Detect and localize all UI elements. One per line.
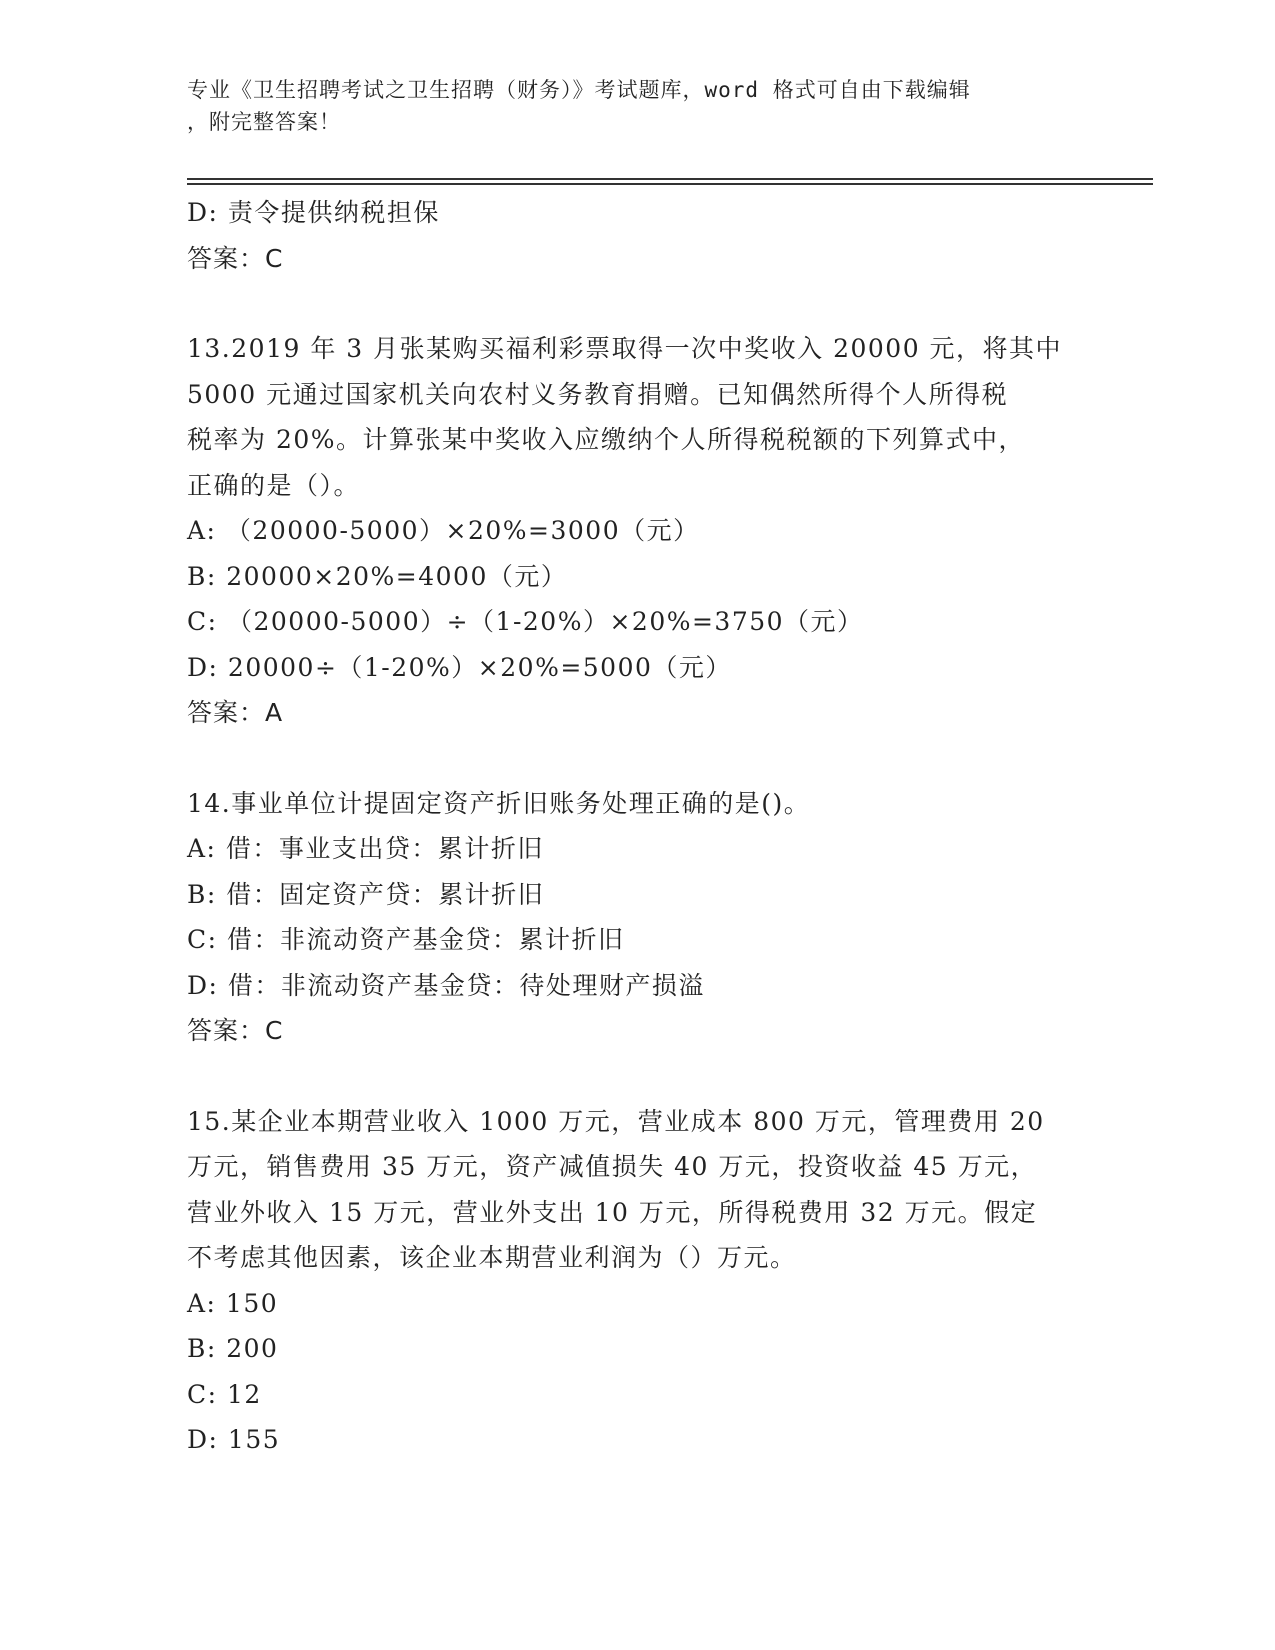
option-a: A: 借：事业支出贷：累计折旧 bbox=[187, 834, 544, 863]
option-c: C: 借：非流动资产基金贷：累计折旧 bbox=[187, 925, 625, 954]
option-d: D: 155 bbox=[187, 1425, 281, 1454]
question-13 bbox=[187, 326, 1087, 736]
option-b: B: 20000×20%=4000（元） bbox=[187, 561, 568, 591]
page-header bbox=[187, 74, 1067, 138]
question-14 bbox=[187, 781, 1087, 1054]
spacer bbox=[187, 1054, 1087, 1099]
question-stem-line: 万元，销售费用 35 万元，资产减值损失 40 万元，投资收益 45 万元， bbox=[187, 1152, 1038, 1181]
question-stem-line: 5000 元通过国家机关向农村义务教育捐赠。已知偶然所得个人所得税 bbox=[187, 379, 1009, 409]
option-d: D: 责令提供纳税担保 bbox=[187, 198, 440, 227]
question-stem-line: 税率为 20%。计算张某中奖收入应缴纳个人所得税税额的下列算式中， bbox=[187, 425, 1026, 454]
question-stem-line: 不考虑其他因素，该企业本期营业利润为（）万元。 bbox=[187, 1243, 797, 1272]
option-b: B: 200 bbox=[187, 1334, 279, 1363]
header-divider-bottom bbox=[187, 183, 1153, 185]
answer-label: 答案：C bbox=[187, 243, 284, 273]
spacer bbox=[187, 281, 1087, 326]
option-a: A: （20000-5000）×20%=3000（元） bbox=[187, 516, 700, 545]
option-d: D: 20000÷（1-20%）×20%=5000（元） bbox=[187, 652, 732, 682]
answer-label: 答案：C bbox=[187, 1016, 284, 1045]
question-12-tail bbox=[187, 190, 1087, 281]
question-stem-line: 14.事业单位计提固定资产折旧账务处理正确的是()。 bbox=[187, 788, 811, 818]
option-c: C: （20000-5000）÷（1-20%）×20%=3750（元） bbox=[187, 607, 864, 636]
question-15 bbox=[187, 1099, 1087, 1463]
spacer bbox=[187, 736, 1087, 781]
answer-label: 答案：A bbox=[187, 698, 284, 727]
header-line-1: 专业《卫生招聘考试之卫生招聘（财务）》考试题库，word 格式可自由下载编辑 bbox=[187, 78, 971, 102]
question-stem-line: 13.2019 年 3 月张某购买福利彩票取得一次中奖收入 20000 元，将其中 bbox=[187, 334, 1063, 363]
header-line-2: ，附完整答案！ bbox=[187, 110, 341, 134]
option-a: A: 150 bbox=[187, 1288, 279, 1318]
question-stem-line: 正确的是（）。 bbox=[187, 470, 361, 500]
option-b: B: 借：固定资产贷：累计折旧 bbox=[187, 879, 545, 909]
header-divider-top bbox=[187, 178, 1153, 180]
question-content bbox=[187, 190, 1087, 1463]
option-d: D: 借：非流动资产基金贷：待处理财产损溢 bbox=[187, 970, 705, 1000]
option-c: C: 12 bbox=[187, 1379, 262, 1409]
question-stem-line: 营业外收入 15 万元，营业外支出 10 万元，所得税费用 32 万元。假定 bbox=[187, 1197, 1038, 1227]
question-stem-line: 15.某企业本期营业收入 1000 万元，营业成本 800 万元，管理费用 20 bbox=[187, 1106, 1045, 1136]
